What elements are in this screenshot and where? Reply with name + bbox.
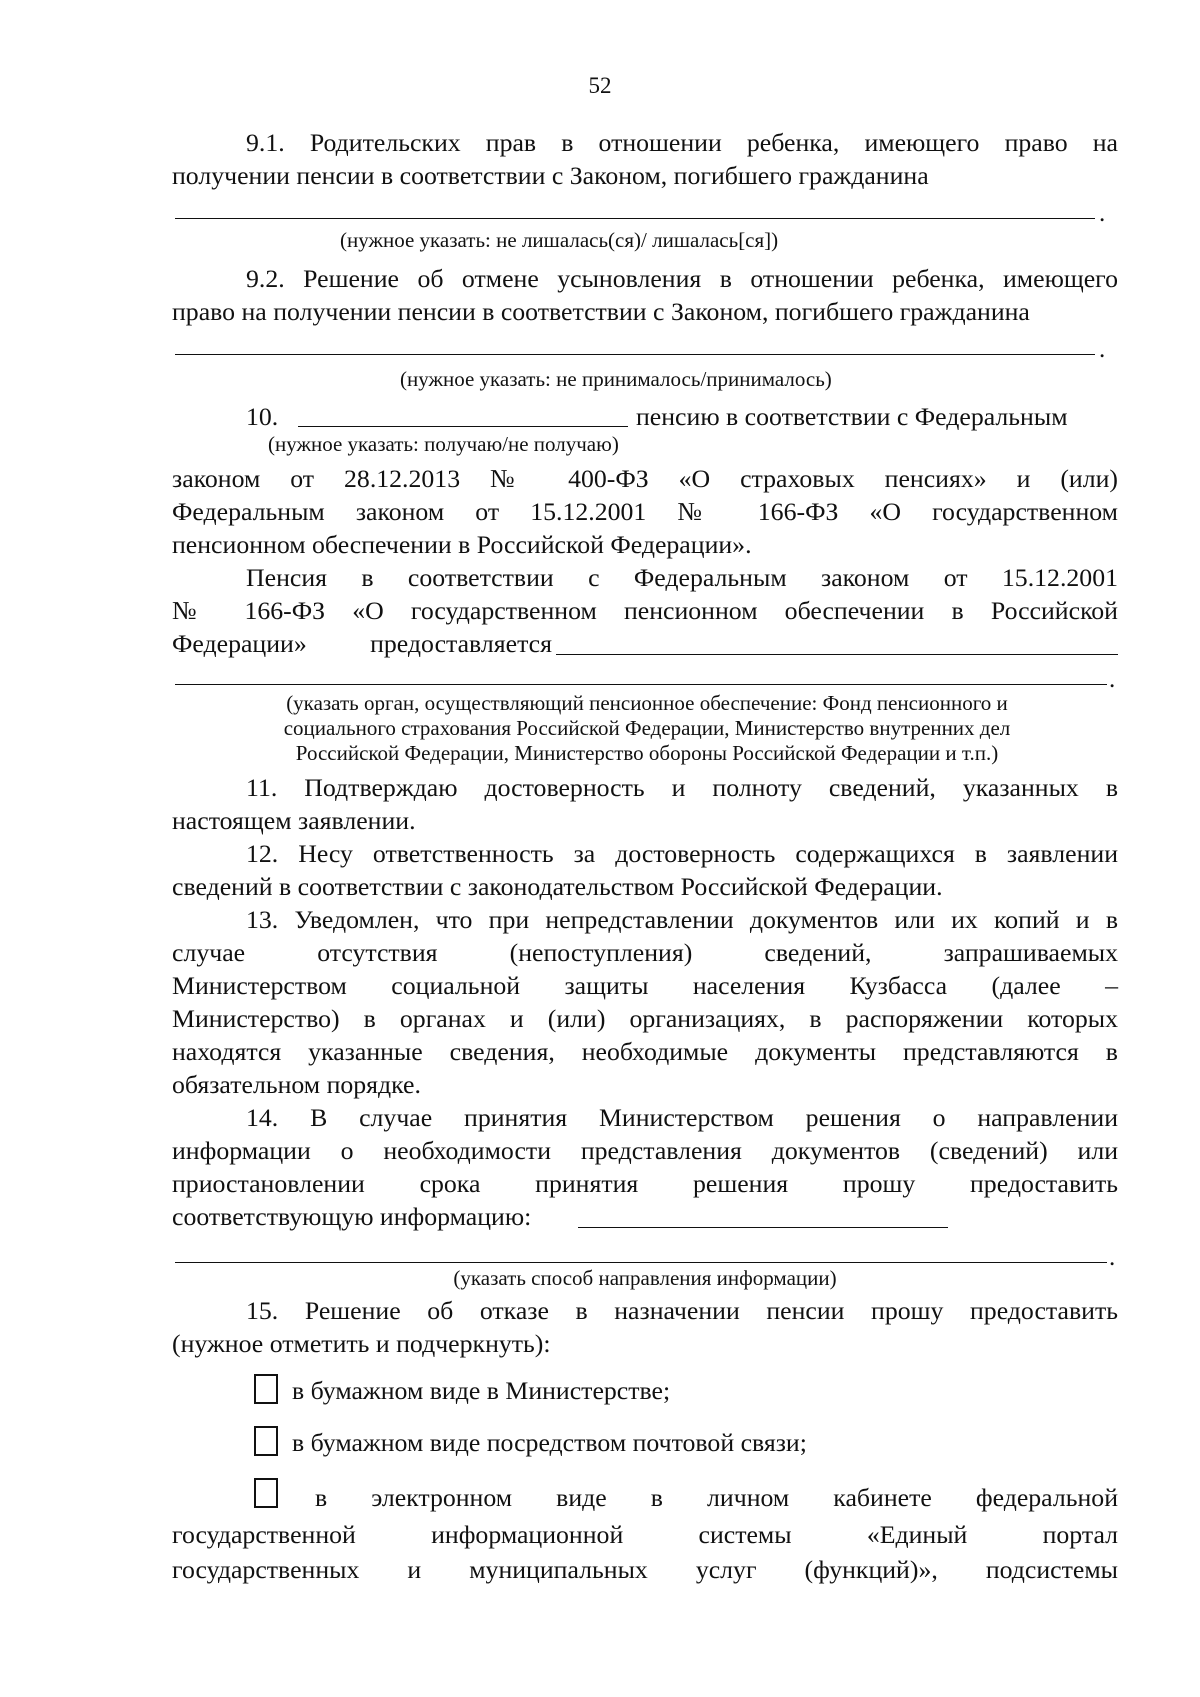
option-electronic-line-3: государственных и муниципальных услуг (функций)», подсистемы [172,1555,1118,1584]
pension-paragraph-line-1: Пенсия в соответствии с Федеральным законом от 15.12.2001 [246,563,1118,592]
item-9-2-line-2: право на получении пенсии в соответствии с Законом, погибшего гражданина [172,297,1030,326]
option-paper-ministry: в бумажном виде в Министерстве; [292,1376,671,1405]
item-10-line-3: Федеральным законом от 15.12.2001 № 166-ФЗ «О государственном [172,497,1118,526]
item-13-line-6: обязательном порядке. [172,1070,421,1099]
item-9-2-line-1: 9.2. Решение об отмене усыновления в отношении ребенка, имеющего [246,264,1118,293]
hint-14: (указать способ направления информации) [453,1266,837,1290]
hint-9-1: (нужное указать: не лишалась(ся)/ лишалась[ся]) [340,228,779,252]
item-13-line-3: Министерством социальной защиты населения Кузбасса (далее – [172,971,1118,1000]
item-12-line-1: 12. Несу ответственность за достоверность содержащихся в заявлении [246,839,1118,868]
fill-line-10-pension[interactable] [298,426,628,427]
item-15-line-1: 15. Решение об отказе в назначении пенсии прошу предоставить [246,1296,1118,1325]
item-14-line-3: приостановлении срока принятия решения прошу предоставить [172,1169,1118,1198]
item-14-line-4: соответствующую информацию: [172,1202,532,1231]
fill-line-14-b[interactable] [175,1262,1107,1263]
item-10-tail: пенсию в соответствии с Федеральным [636,402,1068,431]
fill-line-9-1[interactable] [175,218,1095,219]
item-14-line-2: информации о необходимости представления документов (сведений) или [172,1136,1118,1165]
item-9-1-line-2: получении пенсии в соответствии с Законом, погибшего гражданина [172,161,929,190]
end-period: . [1109,666,1116,693]
hint-9-2: (нужное указать: не принималось/принималось) [400,367,832,391]
end-period: . [1099,200,1106,227]
item-13-line-2: случае отсутствия (непоступления) сведений, запрашиваемых [172,938,1118,967]
item-10-line-2: законом от 28.12.2013 № 400-ФЗ «О страховых пенсиях» и (или) [172,464,1118,493]
option-electronic-line-1: в электронном виде в личном кабинете федеральной [315,1483,1118,1512]
fill-line-14-a[interactable] [578,1227,948,1228]
checkbox-paper-post[interactable] [254,1426,278,1456]
option-electronic-line-2: государственной информационной системы «Единый портал [172,1520,1118,1549]
item-14-line-1: 14. В случае принятия Министерством решения о направлении [246,1103,1118,1132]
hint-pension-body-line-3: Российской Федерации, Министерство обороны Российской Федерации и т.п.) [295,741,999,765]
pension-paragraph-line-2: № 166-ФЗ «О государственном пенсионном обеспечении в Российской [172,596,1118,625]
item-12-line-2: сведений в соответствии с законодательством Российской Федерации. [172,872,943,901]
fill-line-pension-body-2[interactable] [175,684,1107,685]
end-period: . [1109,1244,1116,1271]
option-paper-post: в бумажном виде посредством почтовой связи; [292,1428,807,1457]
checkbox-paper-ministry[interactable] [254,1374,278,1404]
hint-pension-body-line-1: (указать орган, осуществляющий пенсионное обеспечение: Фонд пенсионного и [286,691,1008,715]
item-9-1-line-1: 9.1. Родительских прав в отношении ребенка, имеющего право на [246,128,1118,157]
pension-paragraph-line-3: Федерации» предоставляется [172,629,552,658]
hint-10: (нужное указать: получаю/не получаю) [268,432,619,456]
item-11-line-2: настоящем заявлении. [172,806,416,835]
item-10-line-4: пенсионном обеспечении в Российской Федерации». [172,530,752,559]
fill-line-pension-body-1[interactable] [556,654,1118,655]
hint-pension-body-line-2: социального страхования Российской Федерации, Министерство внутренних дел [283,716,1011,740]
end-period: . [1099,336,1106,363]
item-13-line-4: Министерство) в органах и (или) организациях, в распоряжении которых [172,1004,1118,1033]
page-number: 52 [588,73,612,98]
item-11-line-1: 11. Подтверждаю достоверность и полноту сведений, указанных в [246,773,1118,802]
checkbox-electronic-portal[interactable] [254,1478,278,1508]
item-13-line-5: находятся указанные сведения, необходимые документы представляются в [172,1037,1118,1066]
item-13-line-1: 13. Уведомлен, что при непредставлении документов или их копий и в [246,905,1118,934]
item-15-line-2: (нужное отметить и подчеркнуть): [172,1329,551,1358]
item-10-number: 10. [246,402,279,431]
fill-line-9-2[interactable] [175,354,1095,355]
